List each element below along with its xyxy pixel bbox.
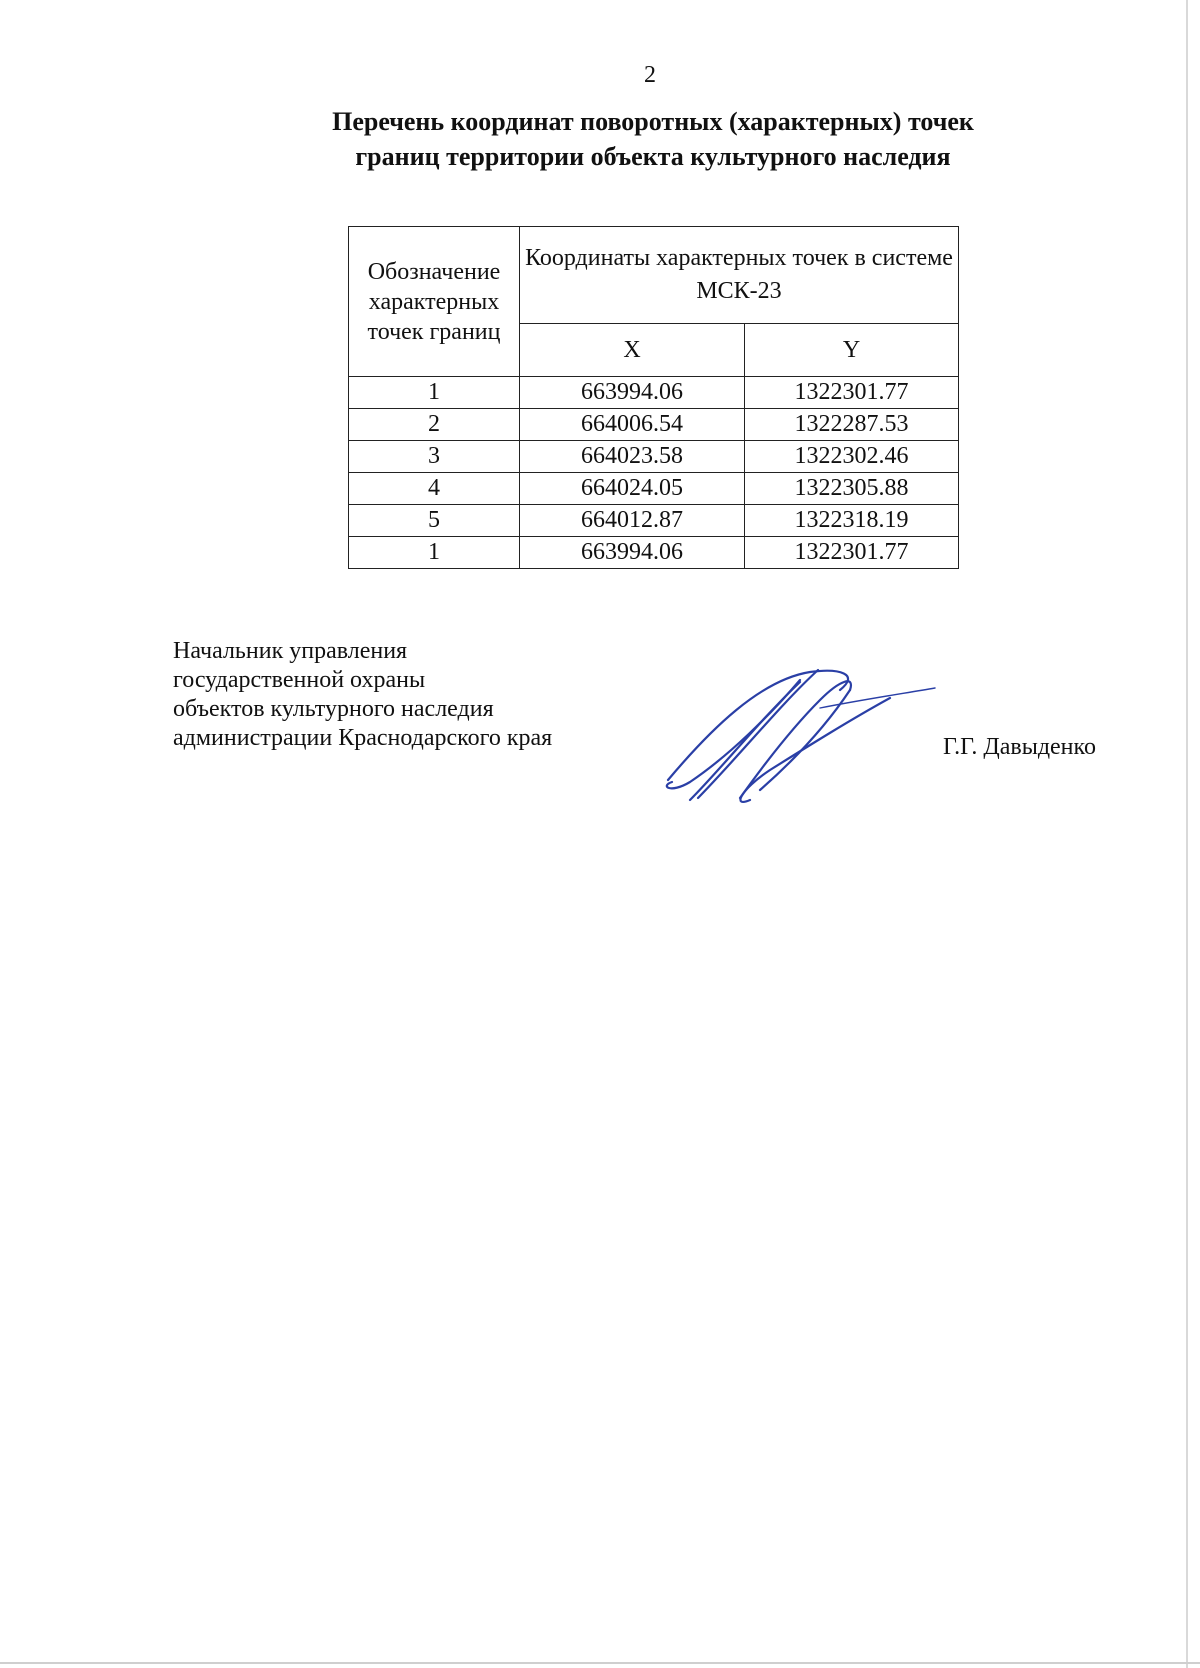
table-row — [349, 537, 959, 569]
x-cell: 664024.05 — [520, 473, 745, 505]
x-cell: 664012.87 — [520, 505, 745, 537]
header-point-designation: Обозначение характерных точек границ — [349, 227, 520, 377]
x-cell: 663994.06 — [520, 537, 745, 569]
point-cell: 3 — [349, 441, 520, 473]
point-cell: 1 — [349, 537, 520, 569]
document-title-line: границ территории объекта культурного наследия — [355, 142, 951, 171]
y-cell: 1322302.46 — [745, 441, 959, 473]
point-cell: 2 — [349, 409, 520, 441]
header-y: Y — [745, 324, 959, 377]
table-row — [349, 505, 959, 537]
page-edge — [0, 1662, 1200, 1664]
y-cell: 1322287.53 — [745, 409, 959, 441]
point-cell: 4 — [349, 473, 520, 505]
signature-strokes — [667, 670, 935, 802]
y-cell: 1322318.19 — [745, 505, 959, 537]
table-row — [349, 441, 959, 473]
header-x: X — [520, 324, 745, 377]
point-cell: 1 — [349, 377, 520, 409]
table-row — [349, 377, 959, 409]
y-cell: 1322301.77 — [745, 377, 959, 409]
page-number: 2 — [644, 62, 656, 88]
table-row — [349, 409, 959, 441]
page-edge — [1186, 0, 1188, 1668]
signer-position-line: объектов культурного наследия — [173, 696, 494, 722]
x-cell: 664023.58 — [520, 441, 745, 473]
document-title-line: Перечень координат поворотных (характерных) точек — [332, 107, 974, 136]
signer-position-line: государственной охраны — [173, 667, 426, 693]
x-cell: 663994.06 — [520, 377, 745, 409]
y-cell: 1322301.77 — [745, 537, 959, 569]
coordinates-table — [348, 226, 959, 569]
signer-name: Г.Г. Давыденко — [943, 734, 1096, 760]
table-row — [349, 473, 959, 505]
signer-position-line: Начальник управления — [173, 638, 408, 664]
signer-position-line: администрации Краснодарского края — [173, 725, 553, 751]
x-cell: 664006.54 — [520, 409, 745, 441]
header-coordinates: Координаты характерных точек в системе МСК-23 — [520, 227, 959, 324]
signer-position — [173, 637, 552, 753]
point-cell: 5 — [349, 505, 520, 537]
document-title — [0, 104, 1200, 174]
signature — [650, 660, 940, 810]
y-cell: 1322305.88 — [745, 473, 959, 505]
